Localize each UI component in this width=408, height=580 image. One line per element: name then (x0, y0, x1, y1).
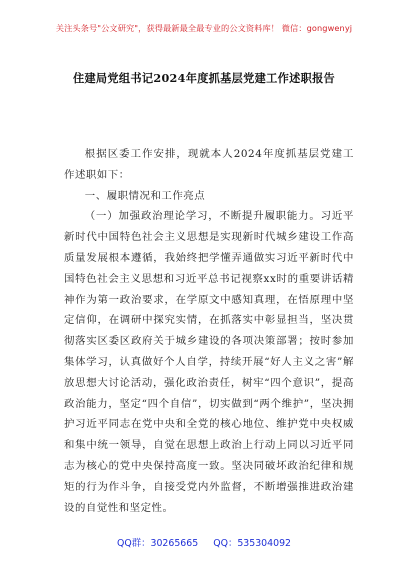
section-heading: 一、履职情况和工作亮点 (84, 189, 206, 202)
body-paragraph: （一）加强政治理论学习，不断提升履职能力。习近平新时代中国特色社会主义思想是实现新时代城乡建设工作高质量发展根本遵循，我始终把学懂弄通做实习近平新时代中国特色社会主义思想和习近平总书记视察xx时的重要讲话精神作为第一政治要求，在学原文中感知真理，在悟原理中坚定信仰，在调研中探究实情，在抓落实中彰显担当，坚决贯彻落实区委区政府关于城乡建设的各项决策部署；按时参加集体学习，认真做好个人自学，持续开展“好人主义之害”解放思想大讨论活动，强化政治责任，树牢“四个意识”，提高政治能力，坚定“四个自信”，切实做到“两个维护”，坚决拥护习近平同志在党中央和全党的核心地位、维护党中央权威和集中统一领导，自觉在思想上政治上行动上同以习近平同志为核心的党中央保持高度一致。坚决同破坏政治纪律和规矩的行为作斗争，自接受党内外监督，不断增强推进政治建设的自觉性和坚定性。 (64, 210, 354, 514)
document-body (64, 144, 354, 518)
footer-qq-group: QQ群：30265665 (116, 538, 199, 549)
footer-qq: QQ：535304092 (213, 538, 292, 549)
intro-paragraph: 根据区委工作安排，现就本人2024年度抓基层党建工作述职如下： (64, 148, 354, 181)
footer-contact (0, 535, 408, 549)
header-banner: 关注头条号"公文研究"，获得最新最全最专业的公文资料库！ 微信：gongwenyj (55, 23, 353, 33)
document-title: 住建局党组书记2024年度抓基层党建工作述职报告 (72, 71, 336, 85)
